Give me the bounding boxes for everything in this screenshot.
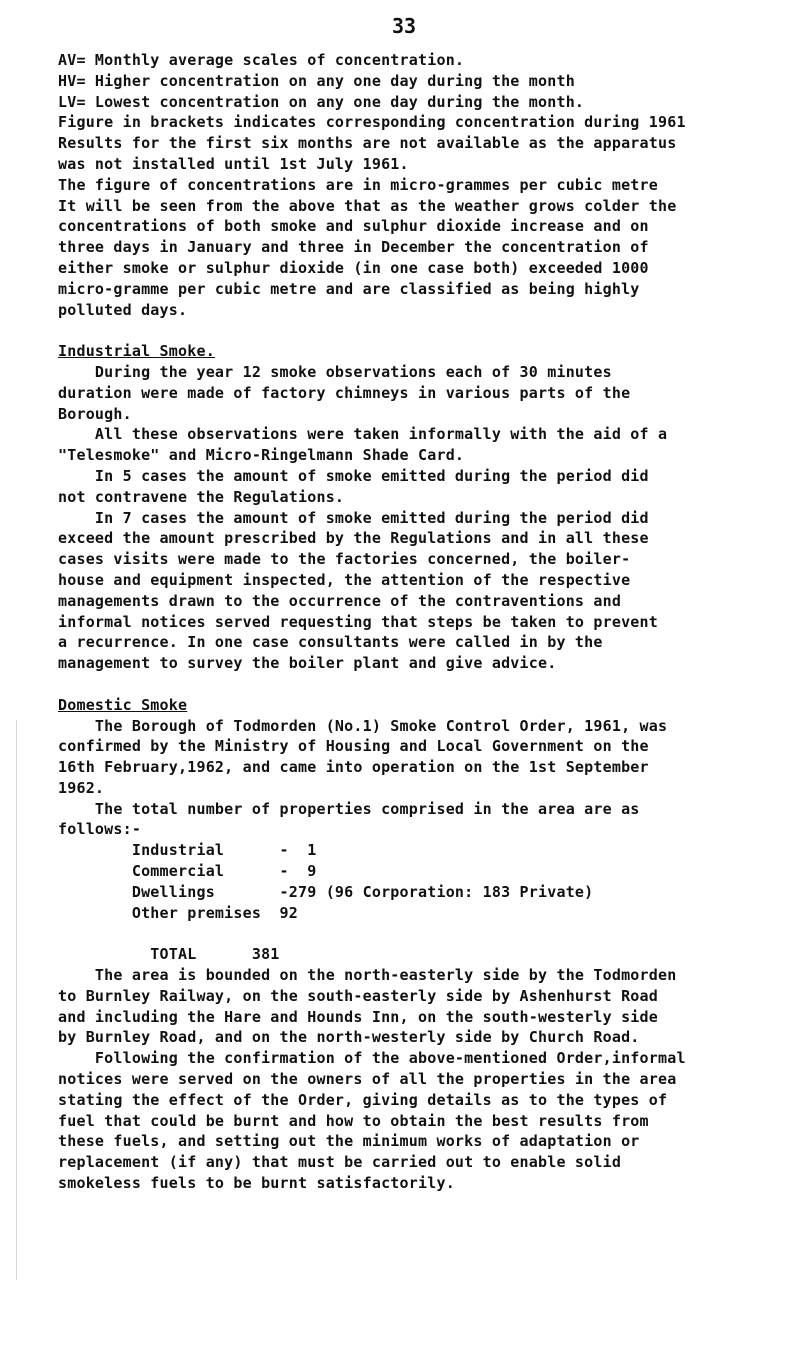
- text-line: AV= Monthly average scales of concentration.: [58, 51, 465, 69]
- text-line: HV= Higher concentration on any one day during the month: [58, 71, 575, 90]
- text-line: stating the effect of the Order, giving details as to the types of: [58, 1090, 668, 1109]
- text-line: management to survey the boiler plant and give advice.: [58, 654, 557, 673]
- text-line: follows:-: [58, 820, 142, 839]
- text-line: cases visits were made to the factories concerned, the boiler-: [58, 550, 631, 569]
- text-line: polluted days.: [58, 300, 188, 319]
- text-line: 16th February,1962, and came into operation on the 1st September: [58, 758, 649, 777]
- text-line: Other premises 92: [58, 903, 298, 922]
- text-line: Dwellings -279 (96 Corporation: 183 Private): [58, 882, 594, 901]
- text-line: Borough.: [58, 404, 132, 423]
- section-heading: [58, 695, 770, 716]
- text-line: exceed the amount prescribed by the Regulations and in all these: [58, 529, 649, 548]
- text-line: In 7 cases the amount of smoke emitted during the period did: [58, 508, 649, 527]
- text-line: to Burnley Railway, on the south-easterly side by Ashenhurst Road: [58, 986, 658, 1005]
- text-line: notices were served on the owners of all the properties in the area: [58, 1070, 677, 1089]
- text-line: The area is bounded on the north-easterly side by the Todmorden: [58, 966, 677, 985]
- text-line: It will be seen from the above that as the weather grows colder the: [58, 196, 677, 215]
- scan-margin-line: [16, 720, 17, 1280]
- text-line: not contravene the Regulations.: [58, 487, 345, 506]
- text-line: was not installed until 1st July 1961.: [58, 154, 409, 173]
- text-line: managements drawn to the occurrence of the contraventions and: [58, 591, 622, 610]
- text-line: and including the Hare and Hounds Inn, on the south-westerly side: [58, 1007, 658, 1026]
- blank-line: [58, 320, 770, 341]
- text-line: LV= Lowest concentration on any one day during the month.: [58, 92, 585, 111]
- text-line: Figure in brackets indicates corresponding concentration during 1961: [58, 113, 686, 132]
- heading-text: Domestic Smoke: [58, 695, 188, 714]
- text-line: In 5 cases the amount of smoke emitted during the period did: [58, 466, 649, 485]
- text-line: "Telesmoke" and Micro-Ringelmann Shade Card.: [58, 446, 465, 465]
- text-line: smokeless fuels to be burnt satisfactorily.: [58, 1174, 455, 1193]
- text-line: concentrations of both smoke and sulphur dioxide increase and on: [58, 217, 649, 236]
- text-line: 1962.: [58, 778, 105, 797]
- text-line: by Burnley Road, and on the north-westerly side by Church Road.: [58, 1028, 640, 1047]
- text-line: informal notices served requesting that steps be taken to prevent: [58, 612, 658, 631]
- text-line: fuel that could be burnt and how to obtain the best results from: [58, 1111, 649, 1130]
- text-line: three days in January and three in December the concentration of: [58, 238, 649, 257]
- heading-text: Industrial Smoke.: [58, 342, 215, 361]
- text-line: confirmed by the Ministry of Housing and Local Government on the: [58, 737, 649, 756]
- text-line: these fuels, and setting out the minimum works of adaptation or: [58, 1132, 640, 1151]
- text-line: replacement (if any) that must be carried out to enable solid: [58, 1153, 622, 1172]
- text-line: Results for the first six months are not available as the apparatus: [58, 134, 677, 153]
- text-line: Industrial - 1: [58, 841, 317, 860]
- text-line: TOTAL 381: [58, 945, 280, 964]
- section-heading: [58, 341, 770, 362]
- document-body: [58, 50, 770, 1194]
- text-line: micro-gramme per cubic metre and are classified as being highly: [58, 279, 640, 298]
- text-line: Commercial - 9: [58, 862, 317, 881]
- text-line: The Borough of Todmorden (No.1) Smoke Control Order, 1961, was: [58, 716, 668, 735]
- text-line: duration were made of factory chimneys in various parts of the: [58, 383, 631, 402]
- text-line: The total number of properties comprised in the area are as: [58, 799, 640, 818]
- page-number: 33: [392, 14, 417, 38]
- text-line: Following the confirmation of the above-mentioned Order,informal: [58, 1049, 686, 1068]
- blank-line: [58, 923, 770, 944]
- text-line: either smoke or sulphur dioxide (in one case both) exceeded 1000: [58, 258, 649, 277]
- text-line: During the year 12 smoke observations each of 30 minutes: [58, 362, 612, 381]
- text-line: house and equipment inspected, the attention of the respective: [58, 570, 631, 589]
- blank-line: [58, 674, 770, 695]
- text-line: The figure of concentrations are in micro-grammes per cubic metre: [58, 175, 658, 194]
- text-line: a recurrence. In one case consultants were called in by the: [58, 633, 603, 652]
- text-line: All these observations were taken informally with the aid of a: [58, 425, 668, 444]
